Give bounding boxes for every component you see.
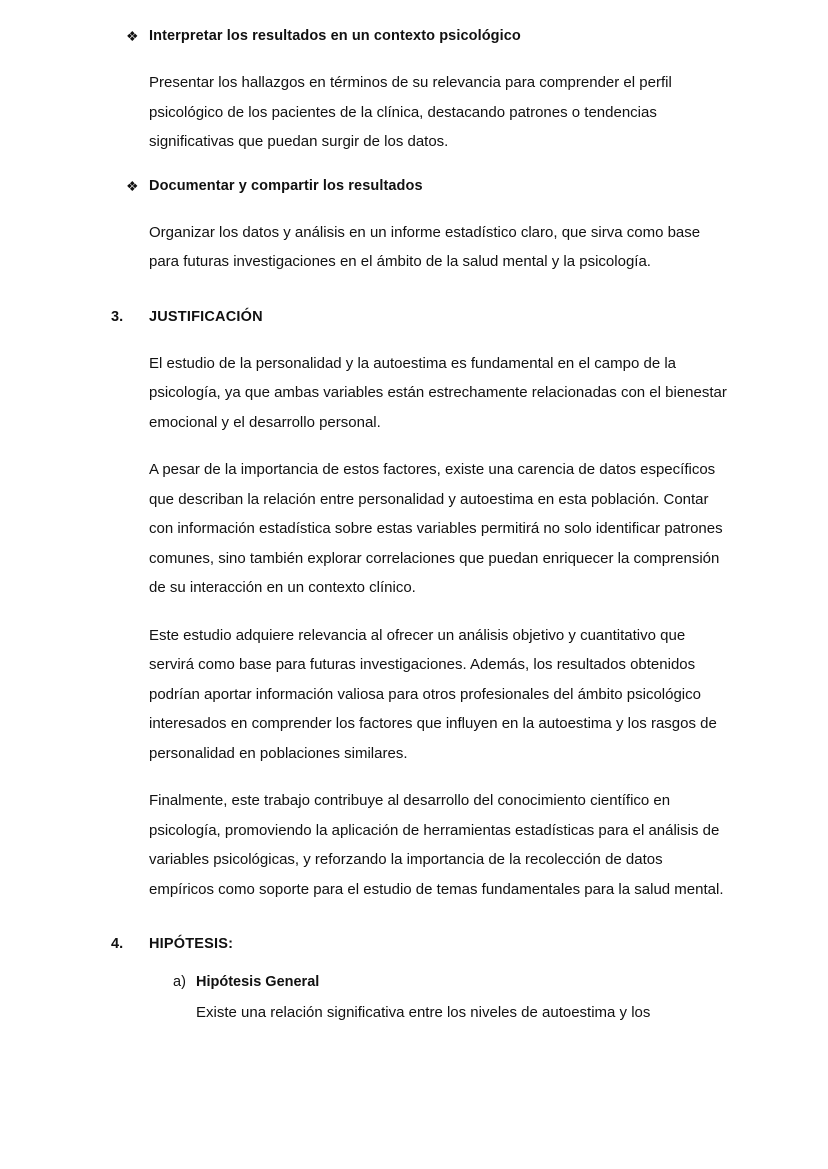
body-paragraph: Este estudio adquiere relevancia al ofrecer un análisis objetivo y cuantitativo que servirá como base para futuras investigaciones. Además, los resultados obtenidos podrían aportar información valiosa para otros profesionales del ámbito psicológico interesados en comprender los factores que influyen en la autoestima y los rasgos de personalidad en poblaciones similares.: [149, 626, 717, 762]
diamond-bullet-icon: ❖: [126, 28, 139, 44]
body-paragraph: Organizar los datos y análisis en un informe estadístico claro, que sirva como base para futuras investigaciones en el ámbito de la salud mental y la psicología.: [149, 223, 701, 270]
bullet-heading: [0, 22, 828, 50]
diamond-bullet-icon: ❖: [126, 177, 139, 194]
section-number: 4.: [111, 936, 124, 952]
body-paragraph: Finalmente, este trabajo contribuye al desarrollo del conocimiento científico en psicología, promoviendo la aplicación de herramientas estadísticas para el análisis de variables psicológicas, y reforzando la importancia de la recolección de datos empíricos como soporte para el estudio de temas fundamentales para la salud mental.: [149, 792, 724, 898]
subsection-marker: a): [173, 974, 186, 990]
bullet-heading-text: Interpretar los resultados en un contexto psicológico: [149, 28, 521, 44]
section-heading-text: HIPÓTESIS:: [149, 936, 234, 952]
bullet-heading-text: Documentar y compartir los resultados: [149, 177, 423, 194]
subsection-heading-hipotesis-general: [0, 968, 828, 996]
subsection-heading-text: Hipótesis General: [196, 974, 320, 990]
body-paragraph: Presentar los hallazgos en términos de su relevancia para comprender el perfil psicológico de los pacientes de la clínica, destacando patrones o tendencias significativas que puedan surgir de los datos.: [149, 74, 672, 150]
bullet-heading: [0, 172, 828, 200]
section-heading-text: JUSTIFICACIÓN: [149, 308, 263, 325]
sub-paragraph: Existe una relación significativa entre los niveles de autoestima y los: [196, 1004, 651, 1021]
body-paragraph: A pesar de la importancia de estos factores, existe una carencia de datos específicos que describan la relación entre personalidad y autoestima en esta población. Contar con información estadística sobre estas variables permitirá no solo identificar patrones comunes, sino también explorar correlaciones que puedan enriquecer la comprensión de su interacción en un contexto clínico.: [149, 461, 723, 596]
section-heading-hipotesis: [0, 930, 828, 958]
section-heading-justificacion: [0, 303, 828, 331]
section-number: 3.: [111, 308, 124, 325]
body-paragraph: El estudio de la personalidad y la autoestima es fundamental en el campo de la psicología, ya que ambas variables están estrechamente relacionadas con el bienestar emocional y el desarrollo personal.: [149, 354, 727, 431]
